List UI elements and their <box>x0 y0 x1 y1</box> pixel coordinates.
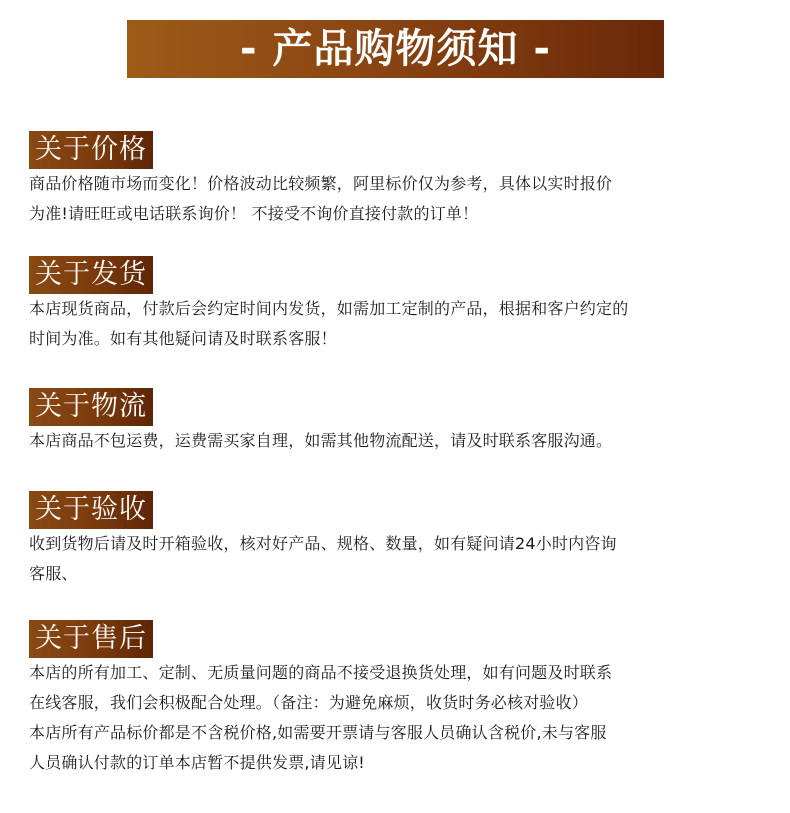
body-line: 时间为准。如有其他疑问请及时联系客服！ <box>29 329 337 348</box>
section-heading-price: 关于价格 <box>29 131 153 169</box>
section-shipping <box>29 256 769 354</box>
body-line: 收到货物后请及时开箱验收，核对好产品、规格、数量，如有疑问请24小时内咨询 <box>29 534 617 553</box>
section-heading-logistics: 关于物流 <box>29 388 153 426</box>
section-body-after-sales <box>29 658 769 778</box>
body-line: 人员确认付款的订单本店暂不提供发票,请见谅! <box>29 753 365 772</box>
section-price <box>29 131 769 229</box>
section-heading-after-sales: 关于售后 <box>29 620 153 658</box>
page-title-banner <box>127 20 664 78</box>
section-body-price <box>29 169 769 229</box>
body-line: 本店的所有加工、定制、无质量问题的商品不接受退换货处理，如有问题及时联系 <box>29 663 613 682</box>
body-line: 为准!请旺旺或电话联系询价！ 不接受不询价直接付款的订单！ <box>29 204 479 223</box>
section-inspection <box>29 491 769 589</box>
body-line: 商品价格随市场而变化！价格波动比较频繁，阿里标价仅为参考，具体以实时报价 <box>29 174 613 193</box>
section-body-inspection <box>29 529 769 589</box>
body-line: 本店所有产品标价都是不含税价格,如需要开票请与客服人员确认含税价,未与客服 <box>29 723 607 742</box>
body-line: 客服、 <box>29 564 78 583</box>
section-body-logistics <box>29 426 769 456</box>
body-line: 本店商品不包运费，运费需买家自理，如需其他物流配送，请及时联系客服沟通。 <box>29 431 613 450</box>
body-line: 本店现货商品，付款后会约定时间内发货，如需加工定制的产品，根据和客户约定的 <box>29 299 629 318</box>
section-body-shipping <box>29 294 769 354</box>
section-after-sales <box>29 620 769 778</box>
page-title: - 产品购物须知 - <box>239 26 552 72</box>
section-logistics <box>29 388 769 456</box>
section-heading-shipping: 关于发货 <box>29 256 153 294</box>
section-heading-inspection: 关于验收 <box>29 491 153 529</box>
body-line: 在线客服，我们会积极配合处理。（备注：为避免麻烦，收货时务必核对验收） <box>29 693 589 712</box>
